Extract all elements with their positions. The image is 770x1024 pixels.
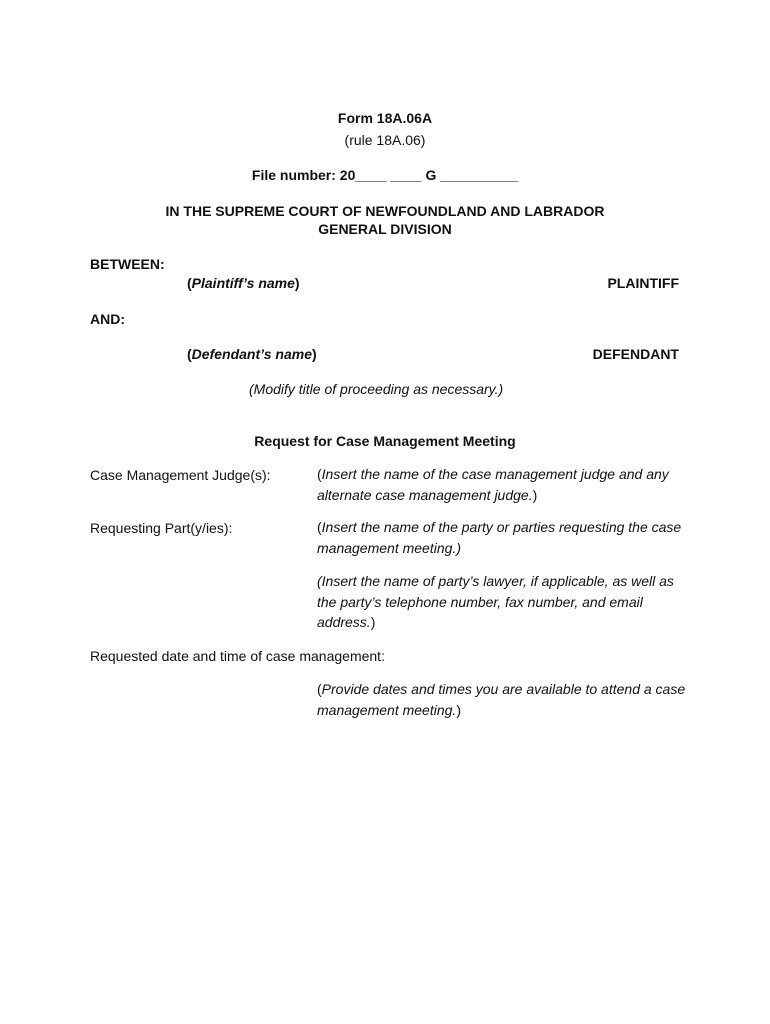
file-number: File number: 20____ ____ G __________ xyxy=(251,167,519,183)
defendant-name-text: Defendant’s name xyxy=(191,346,313,362)
between-label: BETWEEN: xyxy=(90,256,165,272)
rule-reference: (rule 18A.06) xyxy=(344,132,426,148)
modify-note: (Modify title of proceeding as necessary.) xyxy=(249,381,504,397)
date-instruction: (Provide dates and times you are available to attend a case management meeting.) xyxy=(317,681,686,718)
request-title: Request for Case Management Meeting xyxy=(254,433,516,449)
date-label: Requested date and time of case management: xyxy=(90,648,385,664)
lawyer-instruction: (Insert the name of party’s lawyer, if applicable, as well as the party’s telephone number, fax number, and email address.) xyxy=(317,573,674,630)
court-division: GENERAL DIVISION xyxy=(318,221,452,237)
judge-instruction: (Insert the name of the case management judge and any alternate case management judge.) xyxy=(317,466,669,503)
plaintiff-name-text: Plaintiff’s name xyxy=(191,275,295,291)
lawyer-instruction-text: Insert the name of party’s lawyer, if applicable, as well as the party’s telephone number, fax number, and email address. xyxy=(317,573,674,630)
plaintiff-name: (Plaintiff’s name) xyxy=(187,275,300,291)
judge-label: Case Management Judge(s): xyxy=(90,467,271,483)
plaintiff-role: PLAINTIFF xyxy=(607,275,679,291)
party-label: Requesting Part(y/ies): xyxy=(90,520,233,536)
form-number: Form 18A.06A xyxy=(337,110,433,126)
judge-instruction-text: Insert the name of the case management judge and any alternate case management judge. xyxy=(317,466,669,503)
and-label: AND: xyxy=(90,311,125,327)
defendant-name: (Defendant’s name) xyxy=(187,346,317,362)
party-instruction: (Insert the name of the party or parties requesting the case management meeting.) xyxy=(317,519,682,556)
defendant-role: DEFENDANT xyxy=(592,346,679,362)
date-instruction-text: Provide dates and times you are available to attend a case management meeting. xyxy=(317,681,686,718)
party-instruction-text: Insert the name of the party or parties requesting the case management meeting. xyxy=(317,519,682,556)
court-name: IN THE SUPREME COURT OF NEWFOUNDLAND AND LABRADOR xyxy=(165,203,605,219)
